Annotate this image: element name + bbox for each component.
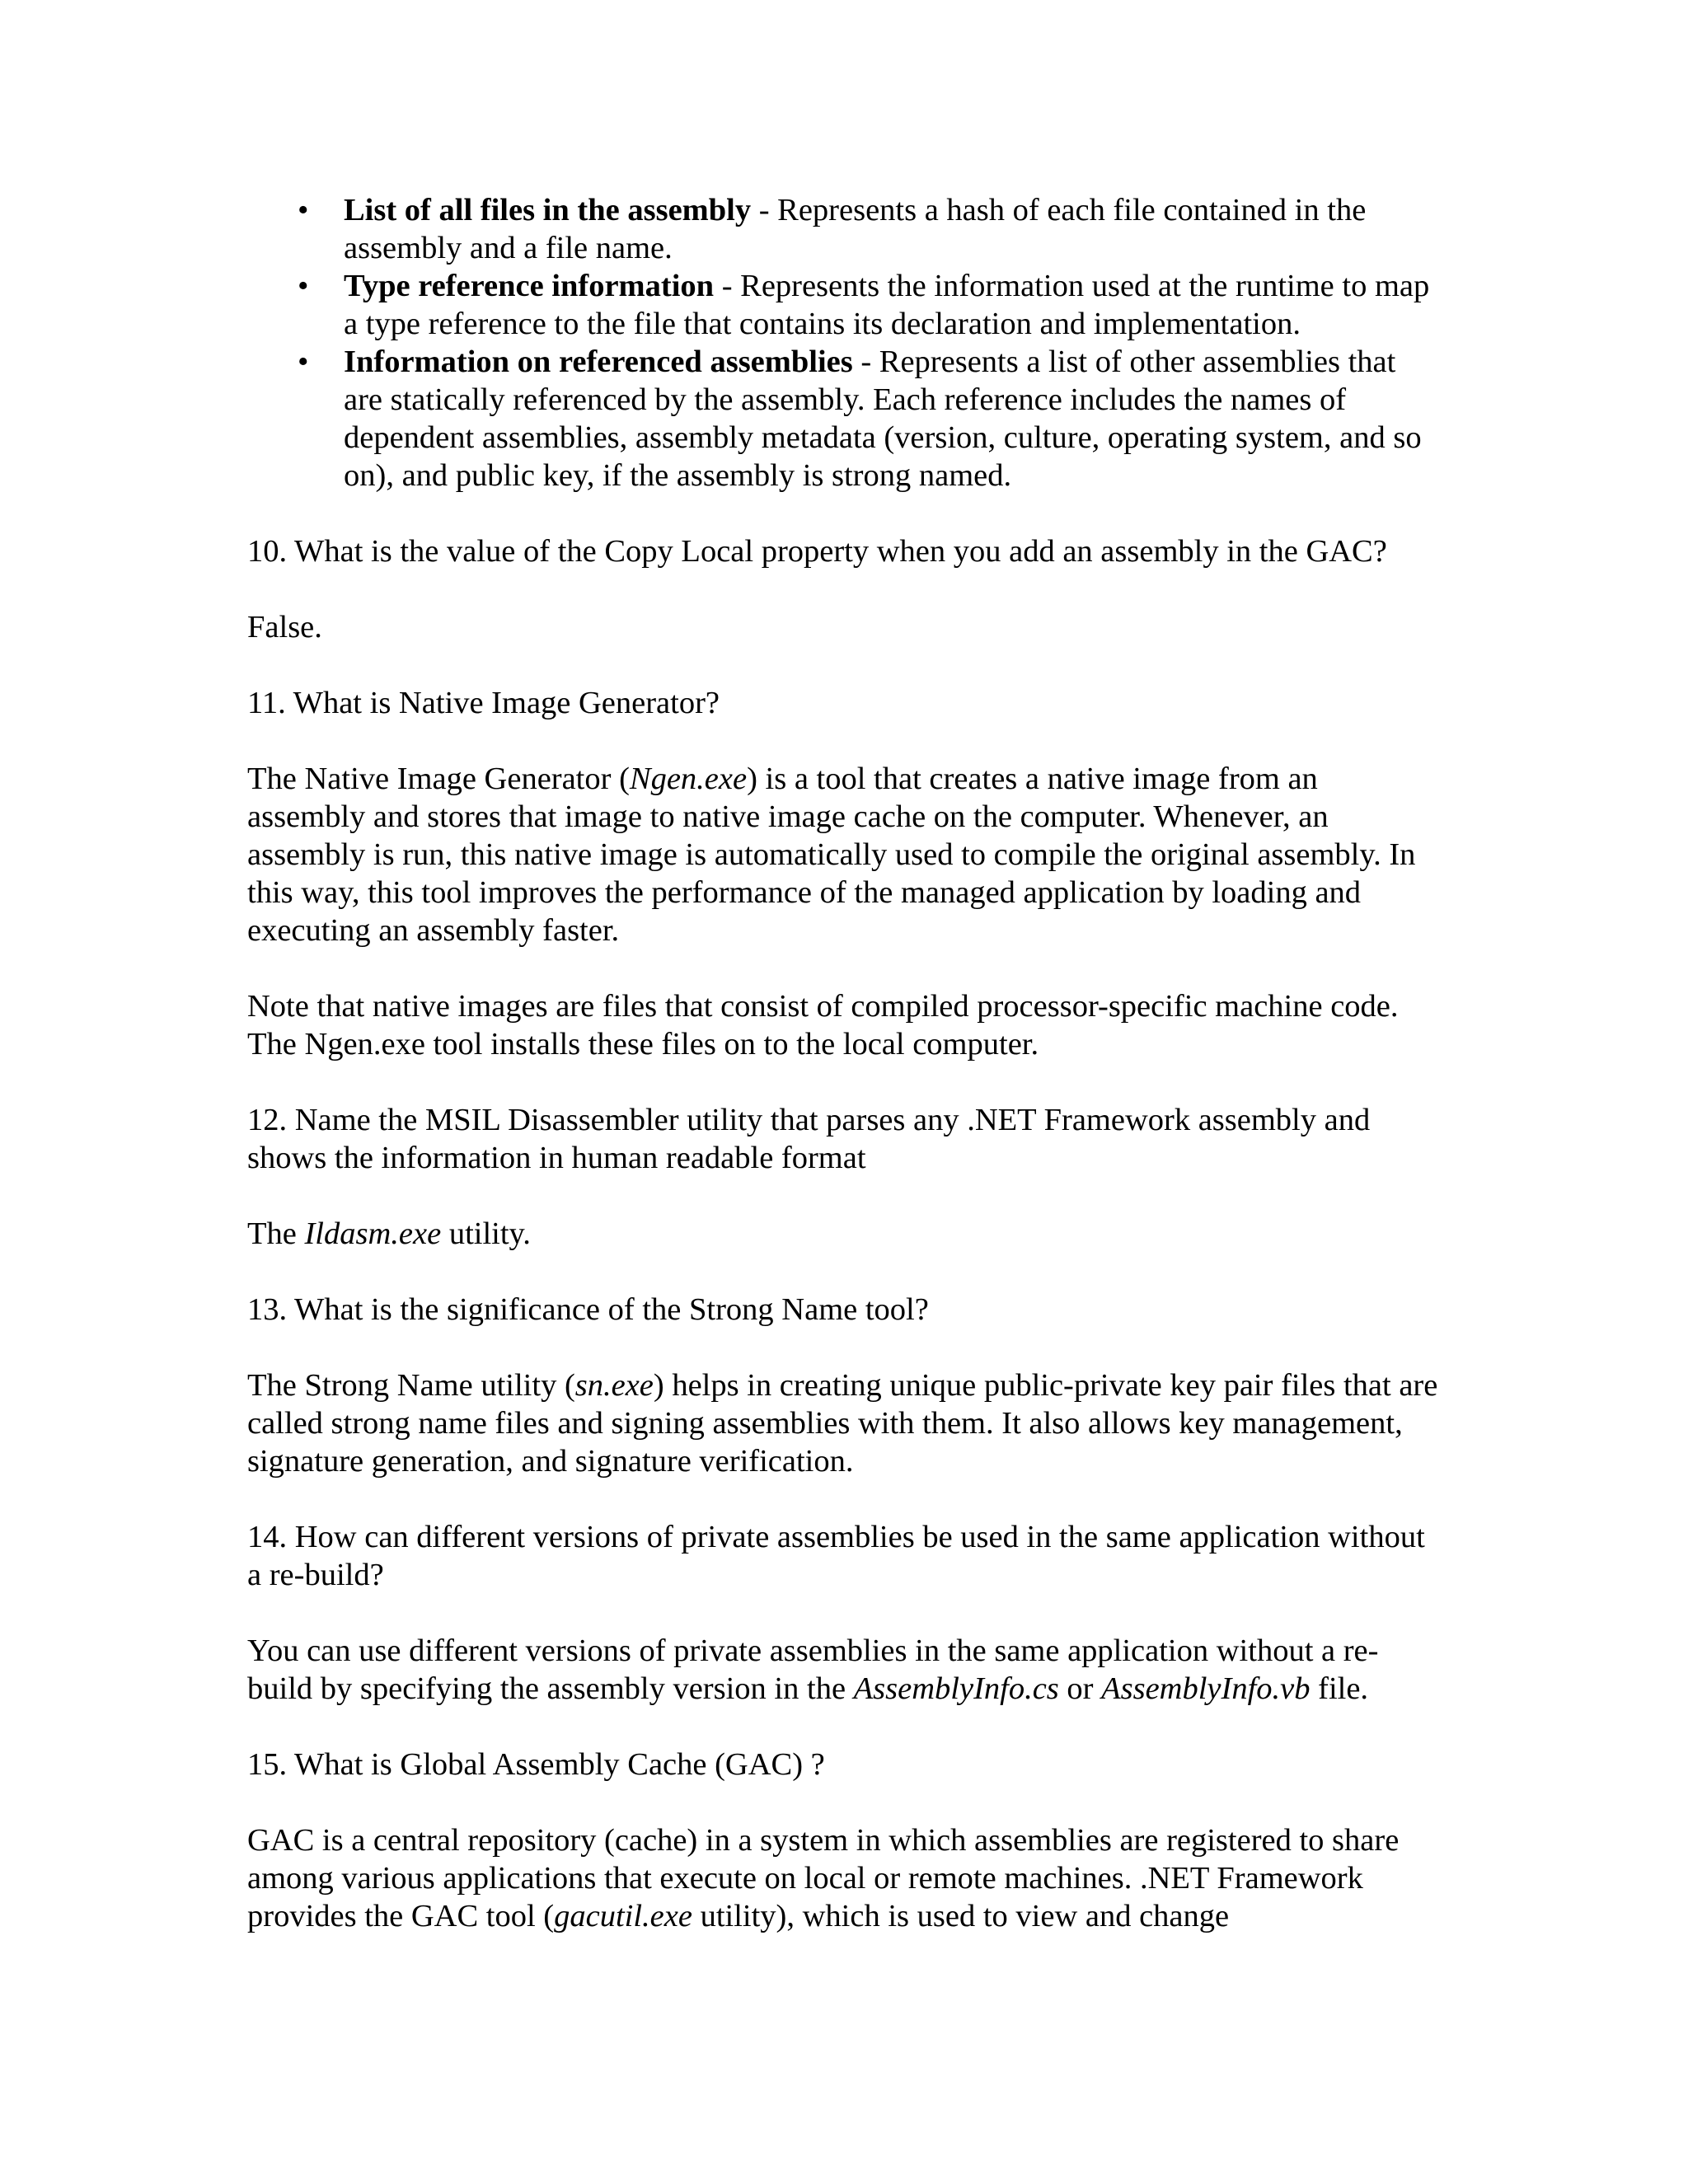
list-item-term: Type reference information — [344, 269, 715, 303]
list-item-description: - Represents the information used at the runtime to map a type reference to the file that contains its declaration and implementation. — [344, 269, 1430, 341]
assembly-manifest-list — [247, 191, 1438, 494]
answer-text: utility. — [441, 1216, 531, 1251]
answer-text: file. — [1310, 1671, 1369, 1706]
list-item — [247, 343, 1438, 494]
question-14: 14. How can different versions of private assemblies be used in the same application without a re-build? — [247, 1520, 1425, 1592]
question-10: 10. What is the value of the Copy Local property when you add an assembly in the GAC? — [247, 534, 1387, 569]
answer-12 — [247, 1215, 1438, 1253]
answer-10: False. — [247, 610, 322, 644]
file-name: AssemblyInfo.cs — [853, 1671, 1059, 1706]
file-name: gacutil.exe — [554, 1899, 692, 1933]
bullet-icon: • — [298, 193, 309, 227]
list-item-description: - Represents a list of other assemblies that are statically referenced by the assembly. Each reference includes the names of dependent assemblies, assembly metadata (version, culture, operating system, and so on), and public key, if the assembly is strong named. — [344, 344, 1422, 493]
question-12: 12. Name the MSIL Disassembler utility that parses any .NET Framework assembly and shows the information in human readable format — [247, 1103, 1371, 1175]
file-name: sn.exe — [574, 1368, 654, 1403]
answer-text: ) helps in creating unique public-private key pair files that are called strong name files and signing assemblies with them. It also allows key management, signature generation, and signature verification. — [247, 1368, 1438, 1479]
list-item-term: Information on referenced assemblies — [344, 344, 853, 379]
answer-14 — [247, 1632, 1438, 1708]
list-item — [247, 267, 1438, 343]
answer-13 — [247, 1366, 1438, 1480]
bullet-icon: • — [298, 269, 309, 303]
question-11: 11. What is Native Image Generator? — [247, 686, 720, 720]
question-15: 15. What is Global Assembly Cache (GAC) ? — [247, 1747, 825, 1782]
file-name: Ildasm.exe — [304, 1216, 442, 1251]
file-name: Ngen.exe — [629, 762, 748, 796]
bullet-icon: • — [298, 344, 309, 379]
answer-text: utility), which is used to view and change — [692, 1899, 1230, 1933]
answer-text: The — [247, 1216, 305, 1251]
answer-11-paragraph-1 — [247, 760, 1438, 949]
file-name: AssemblyInfo.vb — [1101, 1671, 1311, 1706]
answer-text: The Native Image Generator ( — [247, 762, 630, 796]
answer-text: You can use different versions of private assemblies in the same application without a re-build by specifying the assembly version in the — [247, 1633, 1379, 1706]
answer-text: or — [1058, 1671, 1102, 1706]
answer-text: GAC is a central repository (cache) in a system in which assemblies are registered to share among various applications that execute on local or remote machines. .NET Framework provides the GAC tool ( — [247, 1823, 1400, 1933]
document-page — [247, 191, 1438, 1973]
list-item-description: - Represents a hash of each file contained in the assembly and a file name. — [344, 193, 1367, 265]
answer-11-paragraph-2: Note that native images are files that consist of compiled processor-specific machine code. The Ngen.exe tool installs these files on to the local computer. — [247, 989, 1399, 1062]
list-item — [247, 191, 1438, 267]
answer-text: The Strong Name utility ( — [247, 1368, 575, 1403]
answer-text: ) is a tool that creates a native image from an assembly and stores that image to native image cache on the computer. Whenever, an assembly is run, this native image is automatically used to compile the original assembly. In this way, this tool improves the performance of the managed application by loading and executing an assembly faster. — [247, 762, 1416, 948]
question-13: 13. What is the significance of the Strong Name tool? — [247, 1292, 929, 1327]
list-item-term: List of all files in the assembly — [344, 193, 752, 227]
answer-15 — [247, 1821, 1438, 1935]
